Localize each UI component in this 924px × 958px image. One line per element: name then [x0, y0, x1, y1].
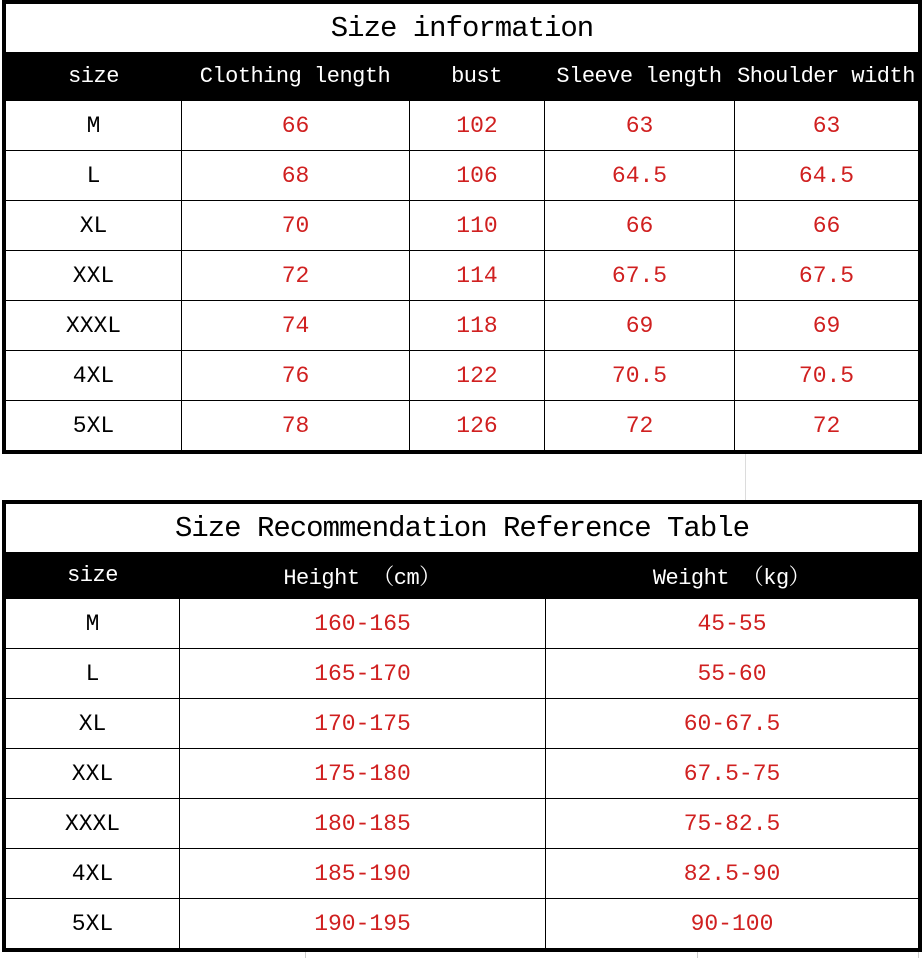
measurement-value: 75-82.5 — [545, 799, 918, 848]
measurement-value: 55-60 — [545, 649, 918, 698]
table-row — [6, 748, 918, 798]
measurement-value: 76 — [181, 351, 409, 400]
gridline-artifact — [697, 952, 698, 958]
measurement-value: 63 — [544, 101, 734, 150]
measurement-value: 74 — [181, 301, 409, 350]
table-row — [6, 898, 918, 948]
table-row — [6, 250, 918, 300]
measurement-value: 90-100 — [545, 899, 918, 948]
recommendation-table — [2, 500, 922, 952]
table-row — [6, 798, 918, 848]
size-label: 4XL — [72, 362, 115, 389]
size-label: XXL — [72, 262, 115, 289]
measurement-value: 60-67.5 — [545, 699, 918, 748]
measurement-value: 175-180 — [179, 749, 545, 798]
gridline-artifact — [918, 952, 919, 958]
table-row — [6, 150, 918, 200]
measurement-value: 70 — [181, 201, 409, 250]
measurement-value: 170-175 — [179, 699, 545, 748]
size-label: XL — [78, 710, 107, 737]
table-row — [6, 598, 918, 648]
size-label: 5XL — [71, 910, 114, 937]
bottom-strip — [0, 952, 924, 958]
measurement-value: 45-55 — [545, 599, 918, 648]
measurement-value: 118 — [409, 301, 544, 350]
table-row — [6, 300, 918, 350]
measurement-value: 190-195 — [179, 899, 545, 948]
size-table-body — [6, 100, 918, 450]
table-row — [6, 848, 918, 898]
size-table — [2, 0, 922, 454]
measurement-value: 70.5 — [734, 351, 918, 400]
measurement-value: 72 — [544, 401, 734, 450]
table-row — [6, 400, 918, 450]
column-header: size — [68, 63, 119, 89]
recommendation-table-title: Size Recommendation Reference Table — [6, 504, 918, 552]
measurement-value: 68 — [181, 151, 409, 200]
measurement-value: 69 — [544, 301, 734, 350]
measurement-value: 185-190 — [179, 849, 545, 898]
measurement-value: 64.5 — [544, 151, 734, 200]
measurement-value: 165-170 — [179, 649, 545, 698]
table-row — [6, 350, 918, 400]
size-label: L — [86, 162, 101, 189]
measurement-value: 122 — [409, 351, 544, 400]
measurement-value: 180-185 — [179, 799, 545, 848]
size-table-header-row — [6, 52, 918, 100]
column-header: Height （cm） — [283, 565, 441, 591]
recommendation-table-header-row — [6, 552, 918, 598]
size-table-title: Size information — [6, 4, 918, 52]
size-label: XXXL — [65, 312, 122, 339]
measurement-value: 110 — [409, 201, 544, 250]
table-row — [6, 200, 918, 250]
column-header: size — [67, 562, 118, 588]
measurement-value: 72 — [734, 401, 918, 450]
size-label: XL — [79, 212, 108, 239]
recommendation-table-body — [6, 598, 918, 948]
measurement-value: 106 — [409, 151, 544, 200]
column-header: Clothing length — [199, 63, 391, 89]
column-header: Weight （kg） — [652, 565, 811, 591]
table-row — [6, 698, 918, 748]
table-gap — [0, 454, 924, 500]
measurement-value: 63 — [734, 101, 918, 150]
measurement-value: 160-165 — [179, 599, 545, 648]
measurement-value: 66 — [734, 201, 918, 250]
measurement-value: 72 — [181, 251, 409, 300]
measurement-value: 126 — [409, 401, 544, 450]
column-header: Shoulder width — [737, 63, 915, 89]
measurement-value: 67.5-75 — [545, 749, 918, 798]
measurement-value: 70.5 — [544, 351, 734, 400]
size-label: M — [86, 112, 101, 139]
gridline-artifact — [745, 454, 746, 500]
size-label: L — [85, 660, 100, 687]
measurement-value: 67.5 — [544, 251, 734, 300]
size-label: XXXL — [64, 810, 121, 837]
size-label: XXL — [71, 760, 114, 787]
measurement-value: 82.5-90 — [545, 849, 918, 898]
column-header: bust — [451, 63, 502, 89]
measurement-value: 66 — [544, 201, 734, 250]
size-label: 5XL — [72, 412, 115, 439]
measurement-value: 102 — [409, 101, 544, 150]
measurement-value: 66 — [181, 101, 409, 150]
gridline-artifact — [305, 952, 306, 958]
measurement-value: 114 — [409, 251, 544, 300]
measurement-value: 69 — [734, 301, 918, 350]
measurement-value: 78 — [181, 401, 409, 450]
measurement-value: 64.5 — [734, 151, 918, 200]
size-label: M — [85, 610, 100, 637]
measurement-value: 67.5 — [734, 251, 918, 300]
size-label: 4XL — [71, 860, 114, 887]
table-row — [6, 648, 918, 698]
column-header: Sleeve length — [556, 63, 722, 89]
table-row — [6, 100, 918, 150]
